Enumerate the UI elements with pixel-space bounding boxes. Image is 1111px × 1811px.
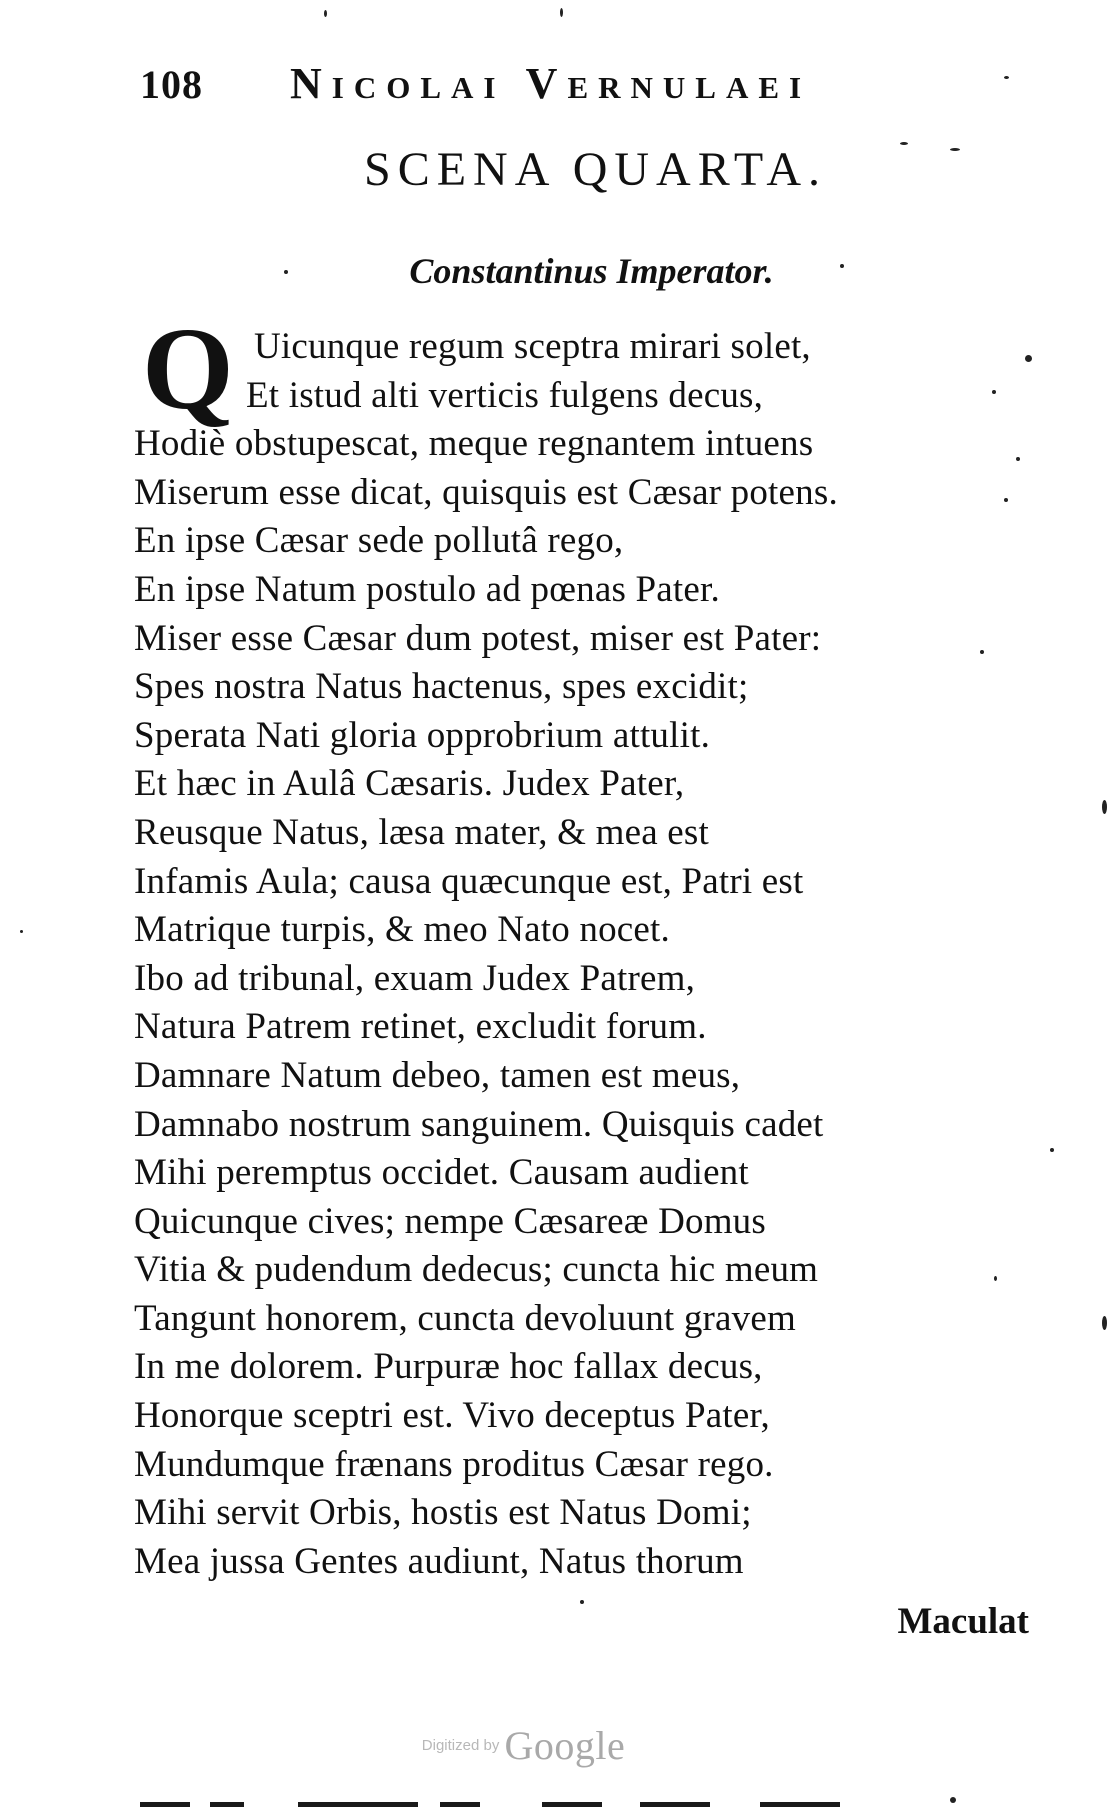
scan-speck [1025, 355, 1032, 362]
verse-line: Matrique turpis, & meo Nato nocet. [134, 909, 670, 951]
speaker-name: Constantinus Imperator. [409, 251, 774, 291]
scan-speck [840, 264, 844, 268]
scan-speck [994, 1276, 997, 1281]
scan-speck [1102, 800, 1107, 814]
scan-speck [560, 8, 563, 17]
verse-line: Mea jussa Gentes audiunt, Natus thorum [134, 1540, 744, 1582]
next-page-bleed-through [140, 1796, 920, 1811]
verse-block [134, 303, 1014, 1586]
verse-line: Uicunque regum sceptra mirari solet, [254, 326, 811, 367]
verse-line: Ibo ad tribunal, exuam Judex Patrem, [134, 957, 696, 999]
verse-line: Damnare Natum debeo, tamen est meus, [134, 1054, 741, 1096]
verse-line: Miserum esse dicat, quisquis est Cæsar potens. [134, 471, 838, 513]
scan-speck [950, 148, 960, 151]
verse-line: Et istud alti verticis fulgens decus, [246, 374, 764, 416]
scan-speck [324, 10, 327, 17]
scan-speck [1004, 498, 1008, 502]
verse-line: Mihi servit Orbis, hostis est Natus Domi; [134, 1492, 752, 1534]
verse-line: Infamis Aula; causa quæcunque est, Patri est [134, 860, 804, 902]
drop-cap-initial: Q [142, 303, 234, 434]
scan-speck [284, 270, 288, 274]
verse-line: Miser esse Cæsar dum potest, miser est Pater: [134, 617, 822, 659]
verse-line: Vitia & pudendum dedecus; cuncta hic meum [134, 1249, 819, 1291]
scan-speck [1102, 1316, 1107, 1330]
verse-line: Hodiè obstupescat, meque regnantem intuens [134, 423, 814, 465]
verse-line: In me dolorem. Purpuræ hoc fallax decus, [134, 1346, 763, 1388]
scan-speck [1050, 1148, 1054, 1152]
verse-line: Spes nostra Natus hactenus, spes excidit; [134, 666, 749, 708]
verse-line: En ipse Cæsar sede pollutâ rego, [134, 520, 624, 562]
scan-speck [1004, 76, 1009, 79]
scan-speck [900, 142, 908, 145]
scan-speck [950, 1797, 956, 1803]
verse-line: Quicunque cives; nempe Cæsareæ Domus [134, 1200, 766, 1242]
catchword: Maculat [897, 1601, 1029, 1642]
scan-speck [580, 1600, 584, 1604]
scan-speck [992, 390, 996, 394]
verse-line: Et hæc in Aulâ Cæsaris. Judex Pater, [134, 763, 685, 805]
verse-line: En ipse Natum postulo ad pœnas Pater. [134, 568, 720, 610]
watermark-prefix: Digitized by [421, 1737, 500, 1754]
scan-speck [1016, 457, 1020, 461]
verse-line: Honorque sceptri est. Vivo deceptus Pater, [134, 1395, 770, 1437]
verse-line: Mihi peremptus occidet. Causam audient [134, 1152, 749, 1194]
scan-speck [980, 650, 984, 654]
page-number: 108 [140, 62, 203, 107]
verse-line: Damnabo nostrum sanguinem. Quisquis cadet [134, 1103, 824, 1145]
verse-line: Mundumque frænans proditus Cæsar rego. [134, 1443, 774, 1485]
verse-line: Sperata Nati gloria opprobrium attulit. [134, 714, 711, 756]
running-head [140, 58, 900, 118]
verse-line: Reusque Natus, læsa mater, & mea est [134, 811, 709, 853]
google-logo: Google [504, 1723, 626, 1768]
verse-line: Natura Patrem retinet, excludit forum. [134, 1006, 707, 1048]
scene-title: SCENA QUARTA. [364, 143, 827, 196]
verse-line: Tangunt honorem, cuncta devoluunt gravem [134, 1297, 796, 1339]
author-running-title: Nicolai Vernulaei [290, 59, 812, 108]
digitization-watermark [0, 1722, 1079, 1769]
scan-speck [20, 930, 23, 933]
